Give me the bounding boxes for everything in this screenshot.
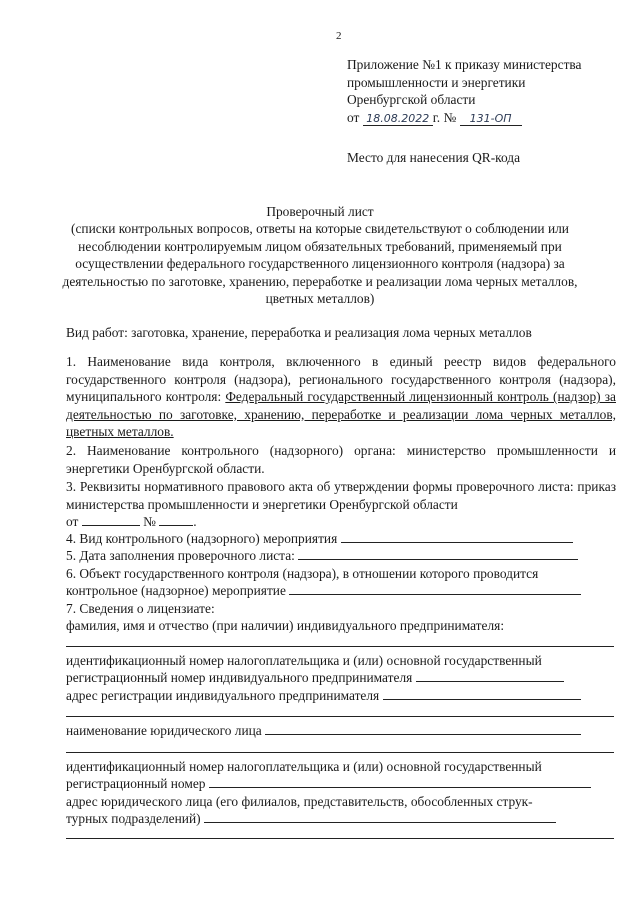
- ip-inn-blank: [416, 669, 564, 682]
- ul-address-label: турных подразделений): [66, 811, 201, 826]
- ul-name-blank: [265, 722, 581, 735]
- ul-address-line-1: адрес юридического лица (его филиалов, представительств, обособленных струк-: [66, 794, 533, 809]
- date-blank: [82, 513, 140, 526]
- item-3: 3. Реквизиты нормативного правового акта об утверждении формы проверочного листа: приказ министерства промышленности и энергетики Оренбургской области: [66, 479, 616, 512]
- qr-code-placeholder-label: Место для нанесения QR-кода: [347, 150, 521, 165]
- ul-name-blank-2: [66, 752, 614, 753]
- item-3-requisites-line: от № .: [66, 514, 197, 529]
- ip-address-blank-2: [66, 716, 614, 717]
- item-1-control-type: Федеральный государственный лицензионный контроль (надзор) за деятельностью по заготовке, хранению, переработке и реализации лома черных металлов, цветных металлов.: [66, 389, 616, 440]
- handwritten-number: 131-ОП: [460, 112, 522, 126]
- item-1: [66, 353, 616, 441]
- ul-inn-blank: [209, 775, 591, 788]
- item-5-blank: [298, 547, 578, 560]
- ip-address-line: [66, 687, 616, 705]
- item-5-label: 5. Дата заполнения проверочного листа:: [66, 548, 295, 563]
- document-title: Проверочный лист: [266, 204, 374, 219]
- ip-address-label: адрес регистрации индивидуального предпринимателя: [66, 688, 380, 703]
- ul-name-label: наименование юридического лица: [66, 723, 262, 738]
- ip-inn-label: регистрационный номер индивидуального предпринимателя: [66, 670, 413, 685]
- ip-address-blank: [383, 687, 581, 700]
- item-6-line-1: 6. Объект государственного контроля (надзора), в отношении которого проводится: [66, 566, 539, 581]
- ul-name-line: [66, 722, 616, 740]
- page-number: 2: [336, 30, 342, 42]
- ip-fio-blank: [66, 646, 614, 647]
- item-5: [66, 547, 616, 565]
- ip-inn-line-1: идентификационный номер налогоплательщика и (или) основной государственный: [66, 653, 542, 668]
- appendix-line-2: промышленности и энергетики: [347, 74, 526, 90]
- item-1-text: 1. Наименование вида контроля, включенного в единый реестр видов федерального государственного контроля (надзора), регионального государственного контроля (надзора), муниципального контроля:: [66, 354, 616, 405]
- handwritten-date: 18.08.2022: [363, 112, 433, 126]
- appendix-line-3: Оренбургской области: [347, 92, 476, 107]
- item-4-label: 4. Вид контрольного (надзорного) мероприятия: [66, 531, 338, 546]
- ul-address-blank-2: [66, 838, 614, 839]
- year-suffix: г.: [432, 109, 441, 125]
- appendix-header: [347, 56, 629, 126]
- item-6-label: контрольное (надзорное) мероприятие: [66, 583, 286, 598]
- from-label: от: [347, 109, 360, 125]
- appendix-line-1: Приложение №1 к приказу министерства: [347, 57, 582, 72]
- item-3-from: от: [66, 514, 79, 529]
- ip-inn-line-2: [66, 669, 616, 687]
- ul-inn-label: регистрационный номер: [66, 776, 206, 791]
- ul-inn-line-1: идентификационный номер налогоплательщика и (или) основной государственный: [66, 759, 542, 774]
- item-2: 2. Наименование контрольного (надзорного) органа: министерство промышленности и энергетики Оренбургской области.: [66, 443, 616, 476]
- item-3-number-sign: №: [143, 514, 156, 529]
- ip-fio-label: фамилия, имя и отчество (при наличии) индивидуального предпринимателя:: [66, 618, 505, 633]
- work-type: Вид работ: заготовка, хранение, переработка и реализация лома черных металлов: [66, 325, 532, 340]
- ul-inn-line-2: [66, 775, 616, 793]
- ul-address-line-2: [66, 810, 616, 828]
- item-4: [66, 530, 616, 548]
- number-label: №: [443, 109, 457, 125]
- document-subtitle: (списки контрольных вопросов, ответы на которые свидетельствуют о соблюдении или несоблюдении контролируемым лицом обязательных требований, применяемый при осуществлении федерального государственного лицензионного контроля (надзора) за деятельностью по заготовке, хранению, переработке и реализации лома черных металлов, цветных металлов): [62, 221, 578, 307]
- item-4-blank: [341, 530, 573, 543]
- item-6-blank: [289, 582, 581, 595]
- appendix-date-line: [347, 109, 629, 127]
- ul-address-blank: [204, 810, 556, 823]
- number-blank: [159, 513, 193, 526]
- item-7: 7. Сведения о лицензиате:: [66, 601, 215, 616]
- item-6-line-2: [66, 582, 616, 600]
